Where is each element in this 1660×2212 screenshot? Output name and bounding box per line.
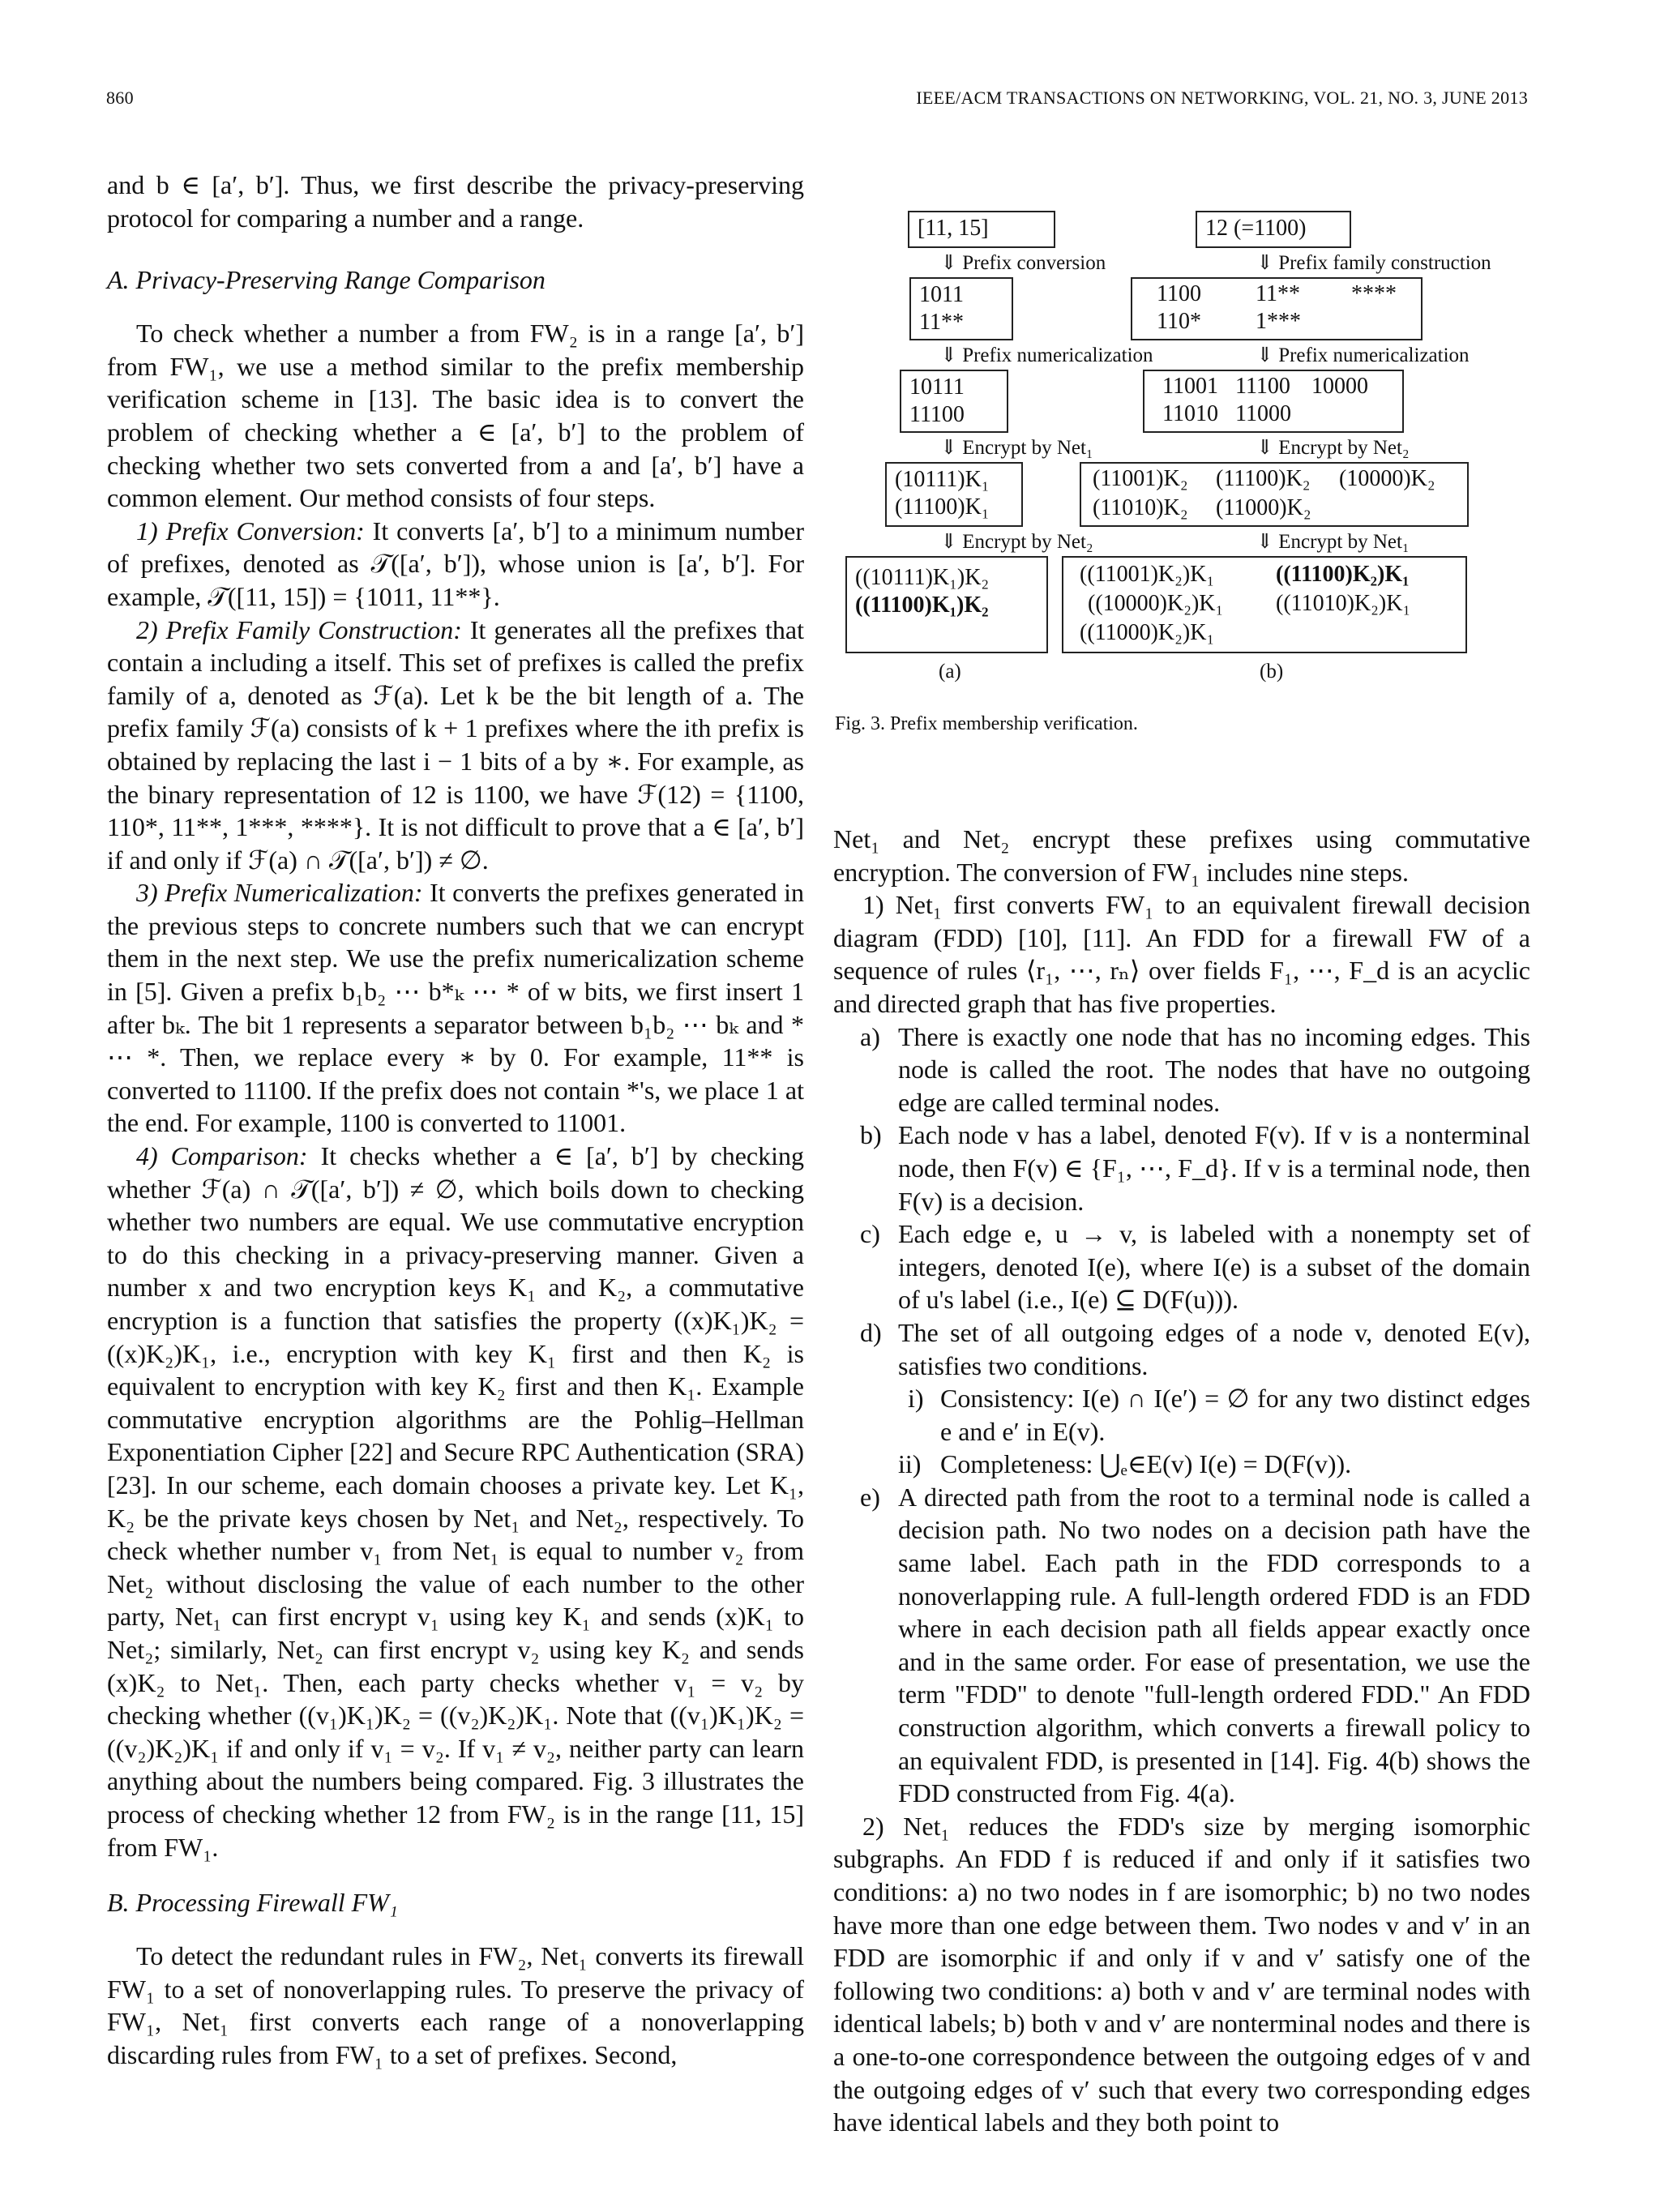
a-box2-item: 11100 <box>909 402 965 427</box>
a-box3-item: (11100)K₁ <box>895 494 990 520</box>
step1-text: It converts [a′, b′] to a minimum number of prefixes, denoted as 𝒯([a′, b′]), whose union is [a′, b′]. For example, 𝒯([11, 15]) = {1011, 11**}. <box>107 516 804 611</box>
b-box3-item: (11001)K₂ <box>1093 466 1188 491</box>
step1-title: 1) Prefix Conversion: <box>136 516 365 546</box>
a-box1 <box>909 277 1013 340</box>
conditions-list <box>898 1382 1530 1481</box>
b-box1-item: **** <box>1351 281 1397 306</box>
b-box3-item: (10000)K₂ <box>1339 466 1435 491</box>
section-b-paragraph: To detect the redundant rules in FW₂, Net₁ converts its firewall FW₁ to a set of nonoverlapping rules. To preserve the privacy of FW₁, Net₁ first converts each range of a nonoverlapping discarding rules from FW₁ to a set of prefixes. Second, <box>107 1941 804 2069</box>
step-1-paragraph <box>833 888 1530 1020</box>
b-box2-item: 10000 <box>1311 374 1368 399</box>
a-box2 <box>900 370 1008 433</box>
a-step1-label: ⇓ Prefix conversion <box>940 252 1106 274</box>
b-box1-item: 1100 <box>1157 281 1201 306</box>
list-item: c) Each edge e, u → v, is labeled with a nonempty set of integers, denoted I(e), where I(e) is a subset of the domain of u's label (i.e., I(e) ⊆ D(F(u))). <box>860 1219 1530 1315</box>
list-item-text: Each node v has a label, denoted F(v). If v is a nonterminal node, then F(v) ∈ {F₁, ⋯, F_d}. If v is a terminal node, then F(v) is a decision. <box>898 1120 1530 1216</box>
step3-title: 3) Prefix Numericalization: <box>136 878 423 908</box>
b-top-box <box>1196 211 1351 248</box>
a-box3 <box>885 462 1023 527</box>
step-2-paragraph: 2) Net₁ reduces the FDD's size by merging isomorphic subgraphs. An FDD f is reduced if and only if it satisfies two conditions: a) no two nodes in f are isomorphic; b) no two nodes have more than one edge between them. Two nodes v and v′ in an FDD are isomorphic if and only if v and v′ satisfy one of the following two conditions: a) both v and v′ are terminal nodes with identical labels; b) both v and v′ are nonterminal nodes and there is a one-to-one correspondence between the outgoing edges of v and the outgoing edges of v′ such that every two corresponding edges have identical labels and they both point to <box>833 1811 1530 2137</box>
figure-caption: Fig. 3. Prefix membership verification. <box>835 713 1138 734</box>
section-a-paragraph: To check whether a number a from FW₂ is in a range [a′, b′] from FW₁, we use a method similar to the prefix membership verification scheme in [13]. The basic idea is to convert the problem of checking whether a ∈ [a′, b′] to the problem of checking whether two sets converted from a and [a′, b′] have a common element. Our method consists of four steps. <box>107 319 804 513</box>
b-box4-item: ((10000)K₂)K₁ <box>1088 591 1224 616</box>
b-box2-item: 11001 <box>1162 374 1218 399</box>
list-item-text: The set of all outgoing edges of a node v, denoted E(v), satisfies two conditions. <box>898 1317 1530 1380</box>
list-item: a) There is exactly one node that has no incoming edges. This node is called the root. The nodes that have no outgoing edge are called terminal nodes. <box>860 1021 1530 1117</box>
a-box4-item: ((11100)K₁)K₂ <box>855 593 989 618</box>
fdd-properties-list <box>833 1020 1530 1810</box>
b-box2 <box>1143 370 1404 433</box>
section-b-title: B. Processing Firewall FW₁ <box>107 1888 398 1918</box>
step4-text: It checks whether a ∈ [a′, b′] by checking whether ℱ(a) ∩ 𝒯([a′, b′]) ≠ ∅, which boils down to checking whether two numbers are equal. We use commutative encryption to do this checking in a privacy-preserving manner. Given a number x and two encryption keys K₁ and K₂, a commutative encryption is a function that satisfies the property ((x)K₁)K₂ = ((x)K₂)K₁, i.e., encryption with key K₁ first and then K₂ is equivalent to encryption with key K₂ first and then K₁. Example commutative encryption algorithms are the Pohlig–Hellman Exponentiation Cipher [22] and Secure RPC Authentication (SRA) [23]. In our scheme, each domain chooses a private key. Let K₁, K₂ be the private keys chosen by Net₁ and Net₂, respectively. To check whether number v₁ from Net₁ is equal to number v₂ from Net₂ without disclosing the value of each number to the other party, Net₁ can first encrypt v₁ using key K₁ and sends (x)K₁ to Net₂; similarly, Net₂ can first encrypt v₂ using key K₂ and sends (x)K₂ to Net₁. Then, each party checks whether v₁ = v₂ by checking whether ((v₁)K₁)K₂ = ((v₂)K₂)K₁. Note that ((v₁)K₁)K₂ = ((v₂)K₂)K₁ if and only if v₁ = v₂. If v₁ ≠ v₂, neither party can learn anything about the numbers being compared. Fig. 3 illustrates the process of checking whether 12 from FW₂ is in the range [11, 15] from FW₁. <box>107 1141 805 1862</box>
list-item: d) The set of all outgoing edges of a node v, denoted E(v), satisfies two conditions. i) Consistency: I(e) ∩ I(e′) = ∅ for any two distinct edges e and e′ in E(v). ii) Completeness: ⋃ₑ∈E(v) I(e) = D(F(v)). <box>833 1316 1530 1481</box>
b-box4-item: ((11010)K₂)K₁ <box>1276 591 1411 616</box>
b-box4-item: ((11100)K₂)K₁ <box>1276 562 1410 587</box>
a-box4 <box>845 556 1048 653</box>
a-box1-item: 1011 <box>919 282 964 307</box>
b-box3-item: (11100)K₂ <box>1216 466 1311 491</box>
b-box1-item: 1*** <box>1256 309 1301 334</box>
list-item-text: Consistency: I(e) ∩ I(e′) = ∅ for any two distinct edges e and e′ in E(v). <box>940 1384 1530 1446</box>
step3-paragraph <box>107 876 804 1140</box>
b-box2-item: 11000 <box>1235 401 1291 426</box>
journal-title: IEEE/ACM TRANSACTIONS ON NETWORKING, VOL. 21, NO. 3, JUNE 2013 <box>916 88 1528 108</box>
step2-paragraph <box>107 614 804 877</box>
step4-paragraph <box>107 1140 804 1863</box>
b-box4-item: ((11000)K₂)K₁ <box>1080 620 1215 645</box>
right-column <box>833 823 1530 2139</box>
b-box3 <box>1080 462 1469 527</box>
a-box2-item: 10111 <box>909 374 965 400</box>
list-item-text: A directed path from the root to a terminal node is called a decision path. No two nodes on a decision path have the same label. Each path in the FDD corresponds to a nonoverlapping rule. A full-length ordered FDD is an FDD where in each decision path all fields appear exactly once and in the same order. For ease of presentation, we use the term "FDD" to denote "full-length ordered FDD." An FDD construction algorithm, which converts a firewall policy to an equivalent FDD, is presented in [14]. Fig. 4(b) shows the FDD constructed from Fig. 4(a). <box>898 1482 1530 1808</box>
list-item: e) A directed path from the root to a terminal node is called a decision path. No two nodes on a decision path have the same label. Each path in the FDD corresponds to a nonoverlapping rule. A full-length ordered FDD is an FDD where in each decision path all fields appear exactly once and in the same order. For ease of presentation, we use the term "FDD" to denote "full-length ordered FDD." An FDD construction algorithm, which converts a firewall policy to an equivalent FDD, is presented in [14]. Fig. 4(b) shows the FDD constructed from Fig. 4(a). <box>860 1482 1530 1808</box>
list-item: b) Each node v has a label, denoted F(v). If v is a nonterminal node, then F(v) ∈ {F₁, ⋯, F_d}. If v is a terminal node, then F(v) is a decision. <box>860 1120 1530 1216</box>
right-intro-paragraph: Net₁ and Net₂ encrypt these prefixes using commutative encryption. The conversion of FW₁ includes nine steps. <box>833 824 1530 887</box>
b-top-text: 12 (=1100) <box>1205 216 1307 241</box>
step3-text: It converts the prefixes generated in the previous steps to concrete numbers such that we can encrypt them in the next step. We use the prefix numericalization scheme in [5]. Given a prefix b₁b₂ ⋯ b*ₖ ⋯ * of w bits, we first insert 1 after bₖ. The bit 1 represents a separator between b₁b₂ ⋯ bₖ and * ⋯ *. Then, we replace every ∗ by 0. For example, 11** is converted to 11100. If the prefix does not contain *'s, we place 1 at the end. For example, 1100 is converted to 11001. <box>107 878 805 1138</box>
list-item-text: Each edge e, u → v, is labeled with a nonempty set of integers, denoted I(e), where I(e) is a subset of the domain of u's label (i.e., I(e) ⊆ D(F(u))). <box>898 1219 1530 1315</box>
intro-paragraph: and b ∈ [a′, b′]. Thus, we first describe the privacy-preserving protocol for comparing a number and a range. <box>107 170 804 233</box>
b-step3-label: ⇓ Encrypt by Net₂ <box>1256 437 1410 459</box>
a-step3-label: ⇓ Encrypt by Net₁ <box>940 437 1093 459</box>
b-box1-item: 110* <box>1157 309 1201 334</box>
figure-label-a: (a) <box>939 661 961 682</box>
a-top-box <box>908 211 1055 248</box>
b-box3-item: (11010)K₂ <box>1093 495 1188 520</box>
b-step4-label: ⇓ Encrypt by Net₁ <box>1256 531 1410 553</box>
step-1-title: 1) Net₁ first converts FW₁ to an equivalent firewall decision diagram (FDD) [10], [11]. <box>833 890 1530 952</box>
step2-text: It generates all the prefixes that contain a including a itself. This set of prefixes is called the prefix family of a, denoted as ℱ(a). Let k be the bit length of a. The prefix family ℱ(a) consists of k + 1 prefixes where the ith prefix is obtained by replacing the last i − 1 bits of a by ∗. For example, as the binary representation of 12 is 1100, we have ℱ(12) = {1100, 110*, 11**, 1***, ****}. It is not difficult to prove that a ∈ [a′, b′] if and only if ℱ(a) ∩ 𝒯([a′, b′]) ≠ ∅. <box>107 614 804 875</box>
list-item: i) Consistency: I(e) ∩ I(e′) = ∅ for any two distinct edges e and e′ in E(v). <box>908 1384 1530 1446</box>
a-box1-item: 11** <box>919 310 964 335</box>
list-item-text: There is exactly one node that has no incoming edges. This node is called the root. The nodes that have no outgoing edge are called terminal nodes. <box>898 1021 1530 1117</box>
step4-title: 4) Comparison: <box>136 1141 308 1171</box>
b-box4-item: ((11001)K₂)K₁ <box>1080 562 1215 587</box>
b-box2-item: 11100 <box>1235 374 1290 399</box>
step1-paragraph <box>107 515 804 614</box>
list-item-text: Completeness: ⋃ₑ∈E(v) I(e) = D(F(v)). <box>940 1449 1352 1479</box>
b-box4 <box>1062 556 1467 653</box>
figure-3 <box>843 203 1532 705</box>
step-1-text: An FDD for a firewall FW of a sequence of rules ⟨r₁, ⋯, rₙ⟩ over fields F₁, ⋯, F_d is an acyclic and directed graph that has five properties. <box>833 922 1531 1018</box>
a-box4-item: ((10111)K₁)K₂ <box>855 565 990 590</box>
step2-title: 2) Prefix Family Construction: <box>136 614 462 644</box>
left-column <box>107 169 804 2071</box>
list-item: ii) Completeness: ⋃ₑ∈E(v) I(e) = D(F(v)). <box>898 1449 1352 1479</box>
b-step1-label: ⇓ Prefix family construction <box>1256 252 1491 274</box>
b-step2-label: ⇓ Prefix numericalization <box>1256 344 1470 366</box>
a-step4-label: ⇓ Encrypt by Net₂ <box>940 531 1093 553</box>
b-box1-item: 11** <box>1256 281 1300 306</box>
a-top-text: [11, 15] <box>918 216 989 241</box>
b-box3-item: (11000)K₂ <box>1216 495 1311 520</box>
a-box3-item: (10111)K₁ <box>895 467 990 492</box>
b-box2-item: 11010 <box>1162 401 1218 426</box>
section-a-title: A. Privacy-Preserving Range Comparison <box>107 265 545 295</box>
page-number: 860 <box>106 88 134 108</box>
figure-label-b: (b) <box>1260 661 1284 682</box>
b-box1 <box>1131 277 1423 340</box>
a-step2-label: ⇓ Prefix numericalization <box>940 344 1153 366</box>
